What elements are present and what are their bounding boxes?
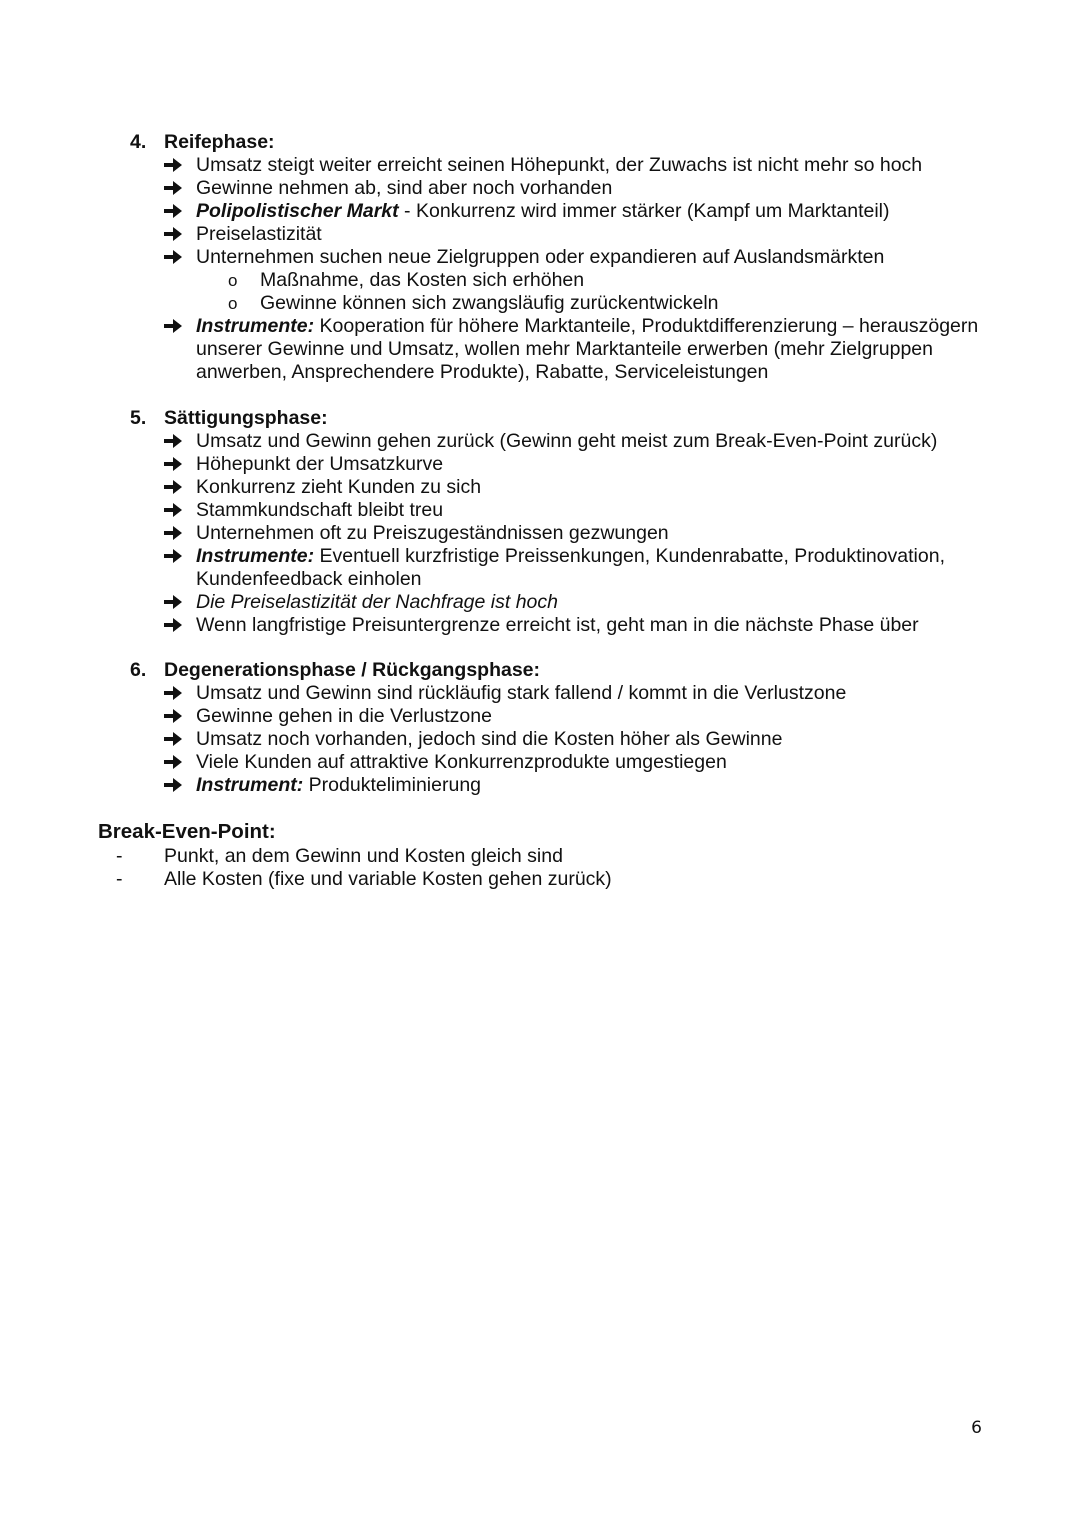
sub-list-item [228,292,980,315]
list-item-text: Konkurrenz zieht Kunden zu sich [196,476,482,498]
circle-icon: o [228,294,238,313]
list-item [164,499,980,522]
list-item-body: Kooperation für höhere Marktanteile, Produktdifferenzierung – herauszögern unserer Gewinne und Umsatz, wollen mehr Marktanteile erwerben (mehr Zielgruppen anwerben, Ansprechendere Produkte), Rabatte, Serviceleistungen [196,315,979,383]
circle-icon: o [228,271,238,290]
list-item-text: Stammkundschaft bleibt treu [196,499,444,521]
section-title: Reifephase: [164,131,275,153]
section-saettigungsphase [130,407,980,637]
arrow-right-icon [164,246,196,269]
dash-bullet: - [116,845,123,867]
list-item [164,705,980,728]
list-item [164,522,980,545]
arrow-right-icon [164,751,196,774]
break-even-title: Break-Even-Point: [98,820,276,843]
list-item-text [196,774,980,797]
list-item-lead: Instrumente: [196,315,315,337]
list-item-text: Unternehmen suchen neue Zielgruppen oder expandieren auf Auslandsmärkten [196,246,885,268]
list-item [164,154,980,177]
list-item-text: Preiselastizität [196,223,322,245]
section-title: Degenerationsphase / Rückgangsphase: [164,659,541,681]
list-item-text: Alle Kosten (fixe und variable Kosten gehen zurück) [164,868,612,890]
arrow-right-icon [164,154,196,177]
arrow-right-icon [164,223,196,246]
list-item [164,246,980,269]
section-heading [130,131,980,154]
section-title: Sättigungsphase: [164,407,328,429]
sub-list-item [228,269,980,292]
list-item [98,868,978,891]
list-item [164,682,980,705]
list-item [164,177,980,200]
list-item-text: Gewinne gehen in die Verlustzone [196,705,492,727]
sub-list-item-text: Gewinne können sich zwangsläufig zurückentwickeln [260,292,719,314]
section-degenerationsphase [130,659,980,797]
list-item [164,774,980,797]
section-reifephase [130,131,980,384]
page-number: 6 [971,1418,982,1438]
break-even-section [98,820,978,891]
arrow-right-icon [164,728,196,751]
arrow-right-icon [164,591,196,614]
list-item-text [196,545,980,591]
arrow-right-icon [164,200,196,223]
list-item-text: Viele Kunden auf attraktive Konkurrenzprodukte umgestiegen [196,751,727,773]
list-item [164,223,980,246]
list-item [164,728,980,751]
arrow-right-icon [164,705,196,728]
list-item [164,751,980,774]
list-item-text: Umsatz noch vorhanden, jedoch sind die Kosten höher als Gewinne [196,728,783,750]
list-item-text: Höhepunkt der Umsatzkurve [196,453,444,475]
list-item-body: Eventuell kurzfristige Preissenkungen, Kundenrabatte, Produktinovation, Kundenfeedback einholen [196,545,945,590]
arrow-right-icon [164,315,196,384]
list-item [164,476,980,499]
list-item [164,200,980,223]
arrow-right-icon [164,682,196,705]
list-item-text: Umsatz steigt weiter erreicht seinen Höhepunkt, der Zuwachs ist nicht mehr so hoch [196,154,923,176]
sub-list-item-text: Maßnahme, das Kosten sich erhöhen [260,269,585,291]
list-item-text: Umsatz und Gewinn gehen zurück (Gewinn geht meist zum Break-Even-Point zurück) [196,430,938,452]
list-item-lead: Polipolistischer Markt [196,200,399,222]
arrow-right-icon [164,774,196,797]
list-item-text: Umsatz und Gewinn sind rückläufig stark fallend / kommt in die Verlustzone [196,682,847,704]
list-item-text: Die Preiselastizität der Nachfrage ist hoch [196,591,558,613]
list-item [164,545,980,591]
list-item-lead: Instrumente: [196,545,315,567]
section-heading [130,659,980,682]
list-item-lead: Instrument: [196,774,304,796]
section-number: 4. [130,131,147,153]
list-item [98,845,978,868]
arrow-right-icon [164,177,196,200]
dash-bullet: - [116,868,123,890]
section-number: 5. [130,407,147,429]
list-item-text [196,200,980,223]
list-item-text [196,315,980,384]
arrow-right-icon [164,522,196,545]
list-item [164,591,980,614]
arrow-right-icon [164,545,196,591]
list-item-body: - Konkurrenz wird immer stärker (Kampf um Marktanteil) [398,200,890,222]
arrow-right-icon [164,430,196,453]
list-item [164,614,980,637]
arrow-right-icon [164,476,196,499]
list-item [164,453,980,476]
arrow-right-icon [164,453,196,476]
list-item-text: Unternehmen oft zu Preiszugeständnissen gezwungen [196,522,669,544]
section-number: 6. [130,659,147,681]
list-item-text: Punkt, an dem Gewinn und Kosten gleich sind [164,845,563,867]
list-item-text: Gewinne nehmen ab, sind aber noch vorhanden [196,177,613,199]
list-item [164,315,980,384]
list-item [164,430,980,453]
arrow-right-icon [164,499,196,522]
list-item-body: Produkteliminierung [303,774,482,796]
list-item-text: Wenn langfristige Preisuntergrenze erreicht ist, geht man in die nächste Phase über [196,614,919,636]
bullet-list [130,154,980,384]
bullet-list [130,682,980,797]
section-heading [130,407,980,430]
arrow-right-icon [164,614,196,637]
bullet-list [130,430,980,637]
